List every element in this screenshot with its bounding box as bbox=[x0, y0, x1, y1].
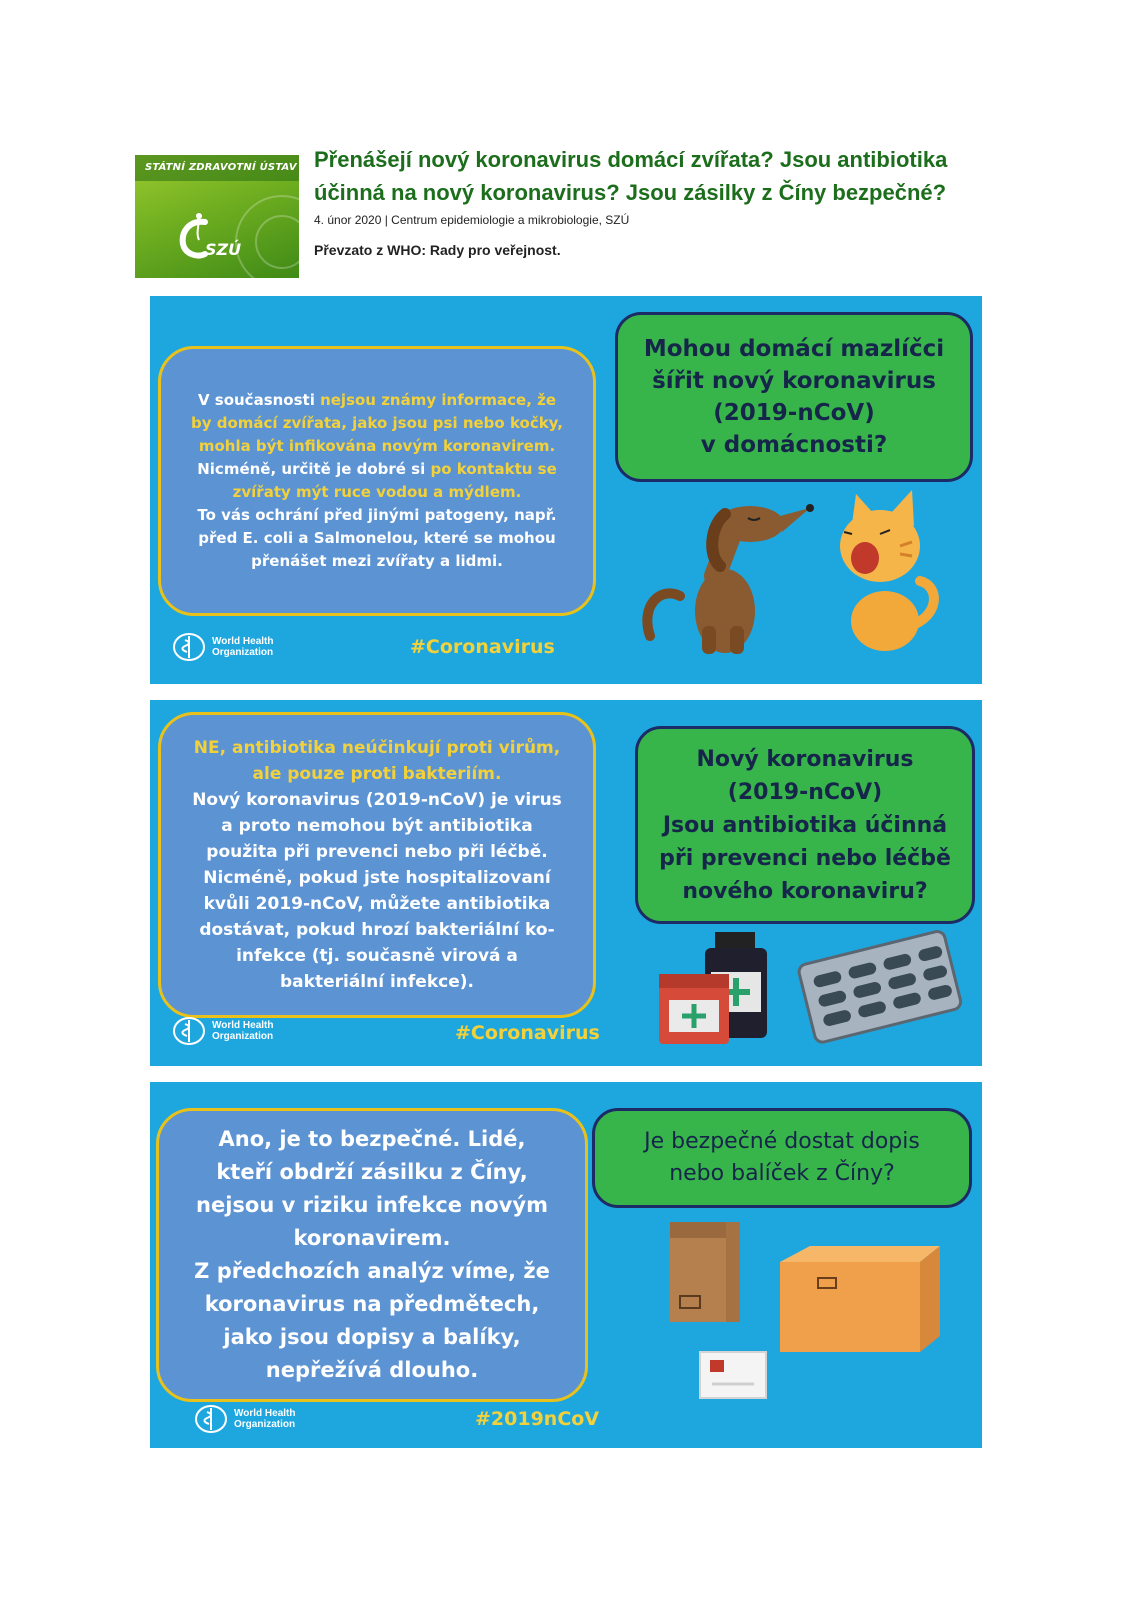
answer-highlight: nejsou známy informace, že bbox=[320, 391, 557, 409]
answer-text: To vás ochrání před jinými patogeny, např. bbox=[197, 506, 557, 524]
answer-text: před E. coli a Salmonelou, které se mohou bbox=[198, 529, 556, 547]
who-name: Organization bbox=[212, 1031, 274, 1042]
who-emblem-icon bbox=[194, 1404, 228, 1434]
answer-text: infekce (tj. současně virová a bbox=[236, 946, 518, 966]
question-line: Je bezpečné dostat dopis bbox=[644, 1129, 920, 1154]
answer-highlight: po kontaktu se bbox=[430, 460, 557, 478]
who-name: World Health bbox=[212, 636, 274, 647]
who-name: Organization bbox=[234, 1419, 296, 1430]
logo-text: STÁTNÍ ZDRAVOTNÍ ÚSTAV bbox=[145, 162, 297, 173]
dog-and-cat-illustration bbox=[630, 486, 960, 656]
answer-highlight: ale pouze proti bakteriím. bbox=[252, 764, 502, 784]
question-line: v domácnosti? bbox=[700, 432, 888, 458]
question-box bbox=[615, 312, 973, 482]
who-name: World Health bbox=[212, 1020, 274, 1031]
answer-text: Nicméně, určitě je dobré si bbox=[197, 460, 431, 478]
who-name: Organization bbox=[212, 647, 274, 658]
answer-highlight: NE, antibiotika neúčinkují proti virům, bbox=[193, 738, 561, 758]
hashtag: #2019nCoV bbox=[475, 1408, 600, 1430]
answer-box bbox=[158, 712, 596, 1018]
answer-text: dostávat, pokud hrozí bakteriální ko- bbox=[199, 920, 555, 940]
answer-text: Ano, je to bezpečné. Lidé, bbox=[218, 1127, 526, 1151]
question-line: Mohou domácí mazlíčci bbox=[643, 336, 945, 362]
who-name: World Health bbox=[234, 1408, 296, 1419]
answer-text: jako jsou dopisy a balíky, bbox=[223, 1325, 521, 1349]
page-title: Přenášejí nový koronavirus domácí zvířata? Jsou antibiotika účinná na nový koronavirus? Jsou zásilky z Číny bezpečné? bbox=[314, 147, 948, 205]
question-line: Nový koronavirus bbox=[696, 746, 914, 772]
question-line: (2019-nCoV) bbox=[713, 400, 875, 426]
answer-text: přenášet mezi zvířaty a lidmi. bbox=[251, 552, 503, 570]
answer-text: Nový koronavirus (2019-nCoV) je virus bbox=[192, 790, 562, 810]
hashtag: #Coronavirus bbox=[455, 1022, 600, 1044]
answer-text: koronavirem. bbox=[293, 1226, 451, 1250]
answer-text: nepřežívá dlouho. bbox=[265, 1358, 479, 1382]
infographic-antibiotics bbox=[150, 700, 982, 1066]
who-logo bbox=[172, 632, 273, 662]
parcels-illustration bbox=[650, 1212, 940, 1412]
answer-highlight: by domácí zvířata, jako jsou psi nebo kočky, bbox=[190, 414, 563, 432]
medicine-illustration bbox=[655, 928, 965, 1048]
article-meta: 4. únor 2020 | Centrum epidemiologie a mikrobiologie, SZÚ bbox=[314, 213, 630, 227]
question-line: při prevenci nebo léčbě bbox=[659, 845, 951, 871]
answer-text: kteří obdrží zásilku z Číny, bbox=[216, 1160, 528, 1184]
answer-text: Z předchozích analýz víme, že bbox=[194, 1259, 550, 1283]
question-line: nebo balíček z Číny? bbox=[669, 1161, 895, 1186]
answer-text: použita při prevenci nebo při léčbě. bbox=[206, 842, 548, 862]
infographic-pets bbox=[150, 296, 982, 684]
answer-box bbox=[158, 346, 596, 616]
question-line: šířit nový koronavirus bbox=[652, 368, 936, 394]
question-line: (2019-nCoV) bbox=[727, 779, 883, 805]
answer-text: koronavirus na předmětech, bbox=[204, 1292, 540, 1316]
infographic-parcels bbox=[150, 1082, 982, 1448]
who-emblem-icon bbox=[172, 632, 206, 662]
question-box bbox=[592, 1108, 972, 1208]
answer-text: a proto nemohou být antibiotika bbox=[221, 816, 533, 836]
hashtag: #Coronavirus bbox=[410, 636, 555, 658]
article-subtitle: Převzato z WHO: Rady pro veřejnost. bbox=[314, 242, 561, 258]
question-box bbox=[635, 726, 975, 924]
who-logo bbox=[194, 1404, 295, 1434]
answer-text: kvůli 2019-nCoV, můžete antibiotika bbox=[203, 894, 551, 914]
question-line: nového koronaviru? bbox=[682, 878, 928, 904]
szu-logo bbox=[135, 155, 299, 278]
answer-text: V současnosti bbox=[197, 391, 321, 409]
answer-highlight: mohla být infikována novým koronavirem. bbox=[198, 437, 556, 455]
answer-highlight: zvířaty mýt ruce vodou a mýdlem. bbox=[232, 483, 522, 501]
answer-text: bakteriální infekce). bbox=[280, 972, 474, 992]
question-line: Jsou antibiotika účinná bbox=[662, 812, 948, 838]
answer-text: nejsou v riziku infekce novým bbox=[196, 1193, 548, 1217]
answer-box bbox=[156, 1108, 588, 1402]
who-logo bbox=[172, 1016, 273, 1046]
answer-text: Nicméně, pokud jste hospitalizovaní bbox=[203, 868, 551, 888]
logo-abbr: SZÚ bbox=[205, 240, 242, 259]
who-emblem-icon bbox=[172, 1016, 206, 1046]
